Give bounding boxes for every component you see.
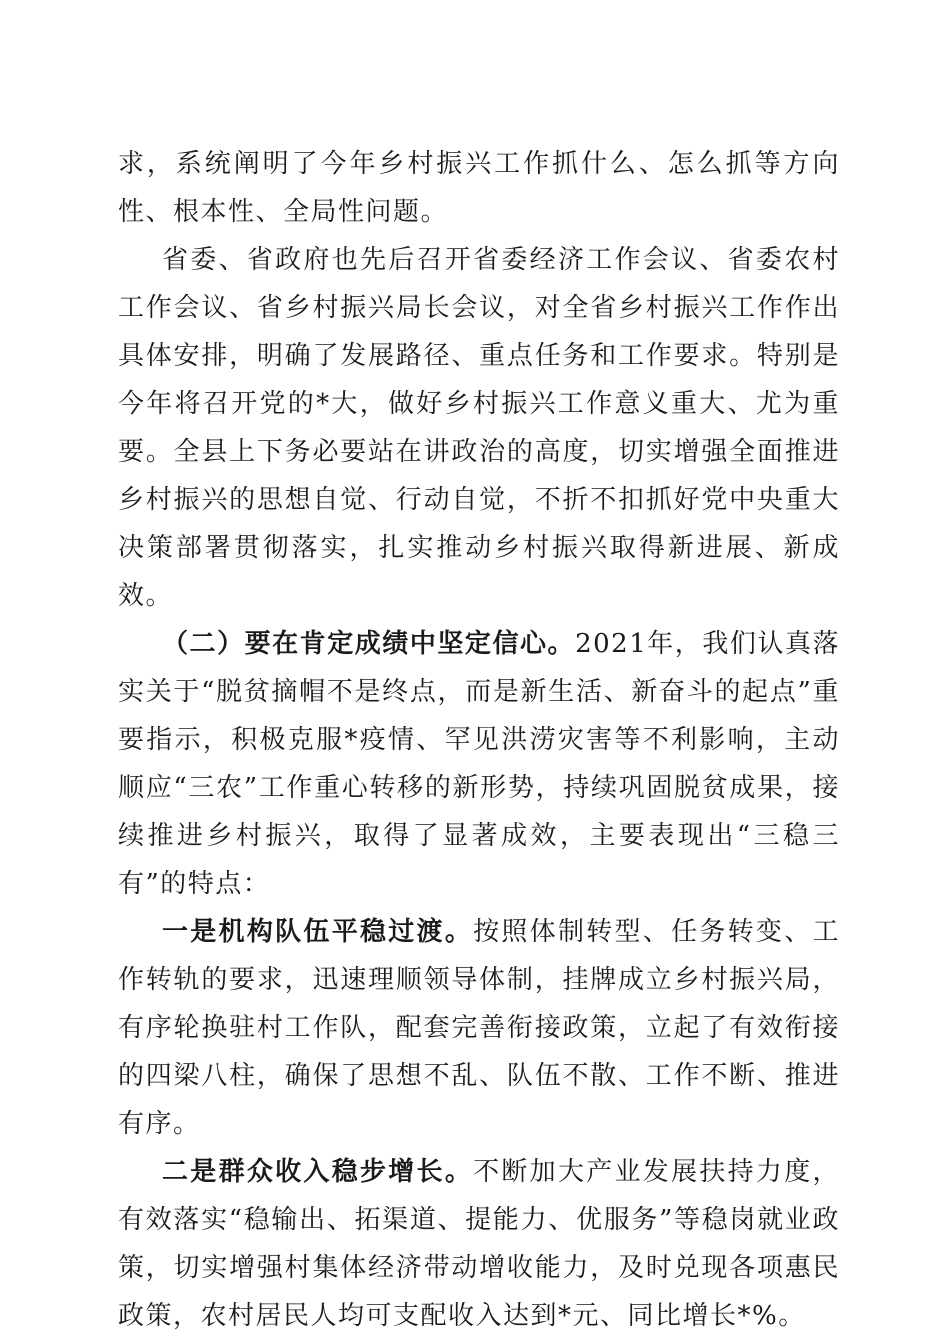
section-heading-2: （二）要在肯定成绩中坚定信心。 <box>162 629 576 659</box>
paragraph-2 <box>118 236 840 620</box>
point-heading-2: 二是群众收入稳步增长。 <box>162 1157 474 1187</box>
document-body <box>118 140 840 1340</box>
point-heading-1: 一是机构队伍平稳过渡。 <box>162 917 474 947</box>
paragraph-5 <box>118 1148 840 1340</box>
paragraph-text: 求，系统阐明了今年乡村振兴工作抓什么、怎么抓等方向性、根本性、全局性问题。 <box>118 149 840 227</box>
paragraph-text: 不断加大产业发展扶持力度，有效落实“稳输出、拓渠道、提能力、优服务”等稳岗就业政策，切实增强村集体经济带动增收能力，及时兑现各项惠民政策，农村居民人均可支配收入达到*元、同比增长*%。 <box>118 1157 840 1331</box>
paragraph-text: 2021年，我们认真落实关于“脱贫摘帽不是终点，而是新生活、新奋斗的起点”重要指示，积极克服*疫情、罕见洪涝灾害等不利影响，主动顺应“三农”工作重心转移的新形势，持续巩固脱贫成果，接续推进乡村振兴，取得了显著成效，主要表现出“三稳三有”的特点： <box>118 629 840 899</box>
paragraph-text: 省委、省政府也先后召开省委经济工作会议、省委农村工作会议、省乡村振兴局长会议，对全省乡村振兴工作作出具体安排，明确了发展路径、重点任务和工作要求。特别是今年将召开党的*大，做好乡村振兴工作意义重大、尤为重要。全县上下务必要站在讲政治的高度，切实增强全面推进乡村振兴的思想自觉、行动自觉，不折不扣抓好党中央重大决策部署贯彻落实，扎实推动乡村振兴取得新进展、新成效。 <box>118 245 840 611</box>
paragraph-4 <box>118 908 840 1148</box>
paragraph-text: 按照体制转型、任务转变、工作转轨的要求，迅速理顺领导体制，挂牌成立乡村振兴局，有序轮换驻村工作队，配套完善衔接政策，立起了有效衔接的四梁八柱，确保了思想不乱、队伍不散、工作不断、推进有序。 <box>118 917 840 1139</box>
paragraph-3 <box>118 620 840 908</box>
paragraph-1 <box>118 140 840 236</box>
